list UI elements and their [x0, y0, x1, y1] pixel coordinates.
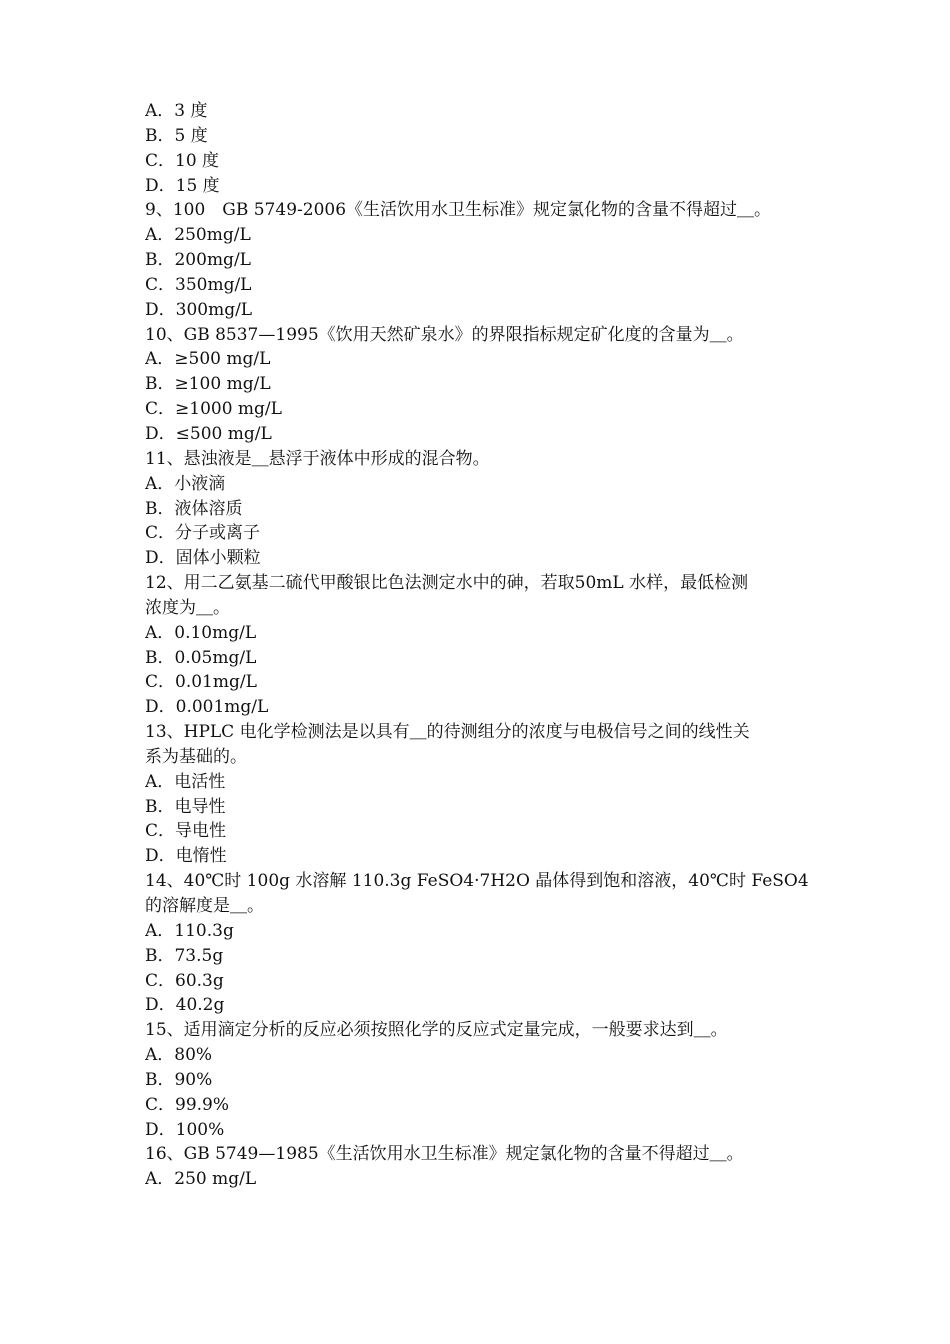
text-line: A．250mg/L: [145, 225, 251, 246]
text-line: 10、GB 8537—1995《饮用天然矿泉水》的界限指标规定矿化度的含量为＿。: [145, 324, 744, 345]
text-line: A．0.10mg/L: [145, 622, 257, 643]
text-line: B．5 度: [145, 125, 208, 146]
text-line: C．60.3g: [145, 970, 224, 991]
text-line: B．200mg/L: [145, 250, 251, 271]
text-line: 浓度为＿。: [145, 597, 230, 618]
text-line: 16、GB 5749—1985《生活饮用水卫生标准》规定氯化物的含量不得超过＿。: [145, 1144, 744, 1165]
text-line: A．250 mg/L: [145, 1169, 257, 1190]
text-line: 13、HPLC 电化学检测法是以具有＿的待测组分的浓度与电极信号之间的线性关: [145, 722, 750, 743]
text-line: C．350mg/L: [145, 274, 252, 295]
text-line: B．电导性: [145, 796, 226, 817]
text-line: 9、100 GB 5749-2006《生活饮用水卫生标准》规定氯化物的含量不得超过＿。: [145, 200, 772, 221]
text-line: D．300mg/L: [145, 299, 253, 320]
text-line: B．73.5g: [145, 945, 224, 966]
text-line: A．电活性: [145, 771, 226, 792]
text-line: 12、用二乙氨基二硫代甲酸银比色法测定水中的砷，若取50mL 水样，最低检测: [145, 573, 749, 594]
text-line: C．分子或离子: [145, 523, 261, 544]
text-line: A．110.3g: [145, 920, 234, 941]
text-line: A．小液滴: [145, 473, 226, 494]
text-line: D．电惰性: [145, 846, 227, 867]
text-line: 11、悬浊液是＿悬浮于液体中形成的混合物。: [145, 448, 490, 469]
text-line: A．≥500 mg/L: [145, 349, 271, 370]
text-line: C．10 度: [145, 150, 220, 171]
text-line: A．80%: [145, 1045, 213, 1066]
text-line: C．99.9%: [145, 1094, 230, 1115]
text-line: B．≥100 mg/L: [145, 374, 271, 395]
text-line: D．0.001mg/L: [145, 697, 269, 718]
text-line: D．100%: [145, 1119, 225, 1140]
text-line: C．≥1000 mg/L: [145, 399, 282, 420]
text-line: B．液体溶质: [145, 498, 243, 519]
text-line: A．3 度: [145, 101, 208, 121]
text-line: B．90%: [145, 1069, 213, 1090]
text-line: D．15 度: [145, 175, 220, 196]
text-line: 的溶解度是＿。: [145, 896, 264, 916]
text-line: C．0.01mg/L: [145, 672, 257, 693]
text-line: D．40.2g: [145, 995, 225, 1016]
text-line: D．固体小颗粒: [145, 548, 261, 569]
text-line: 系为基础的。: [145, 746, 247, 767]
text-line: 15、适用滴定分析的反应必须按照化学的反应式定量完成，一般要求达到＿。: [145, 1020, 728, 1041]
text-line: D．≤500 mg/L: [145, 423, 272, 444]
document-body: [145, 99, 825, 1192]
text-line: 14、40℃时 100g 水溶解 110.3g FeSO4·7H2O 晶体得到饱和溶液，40℃时 FeSO4: [145, 871, 809, 892]
text-line: C．导电性: [145, 821, 227, 842]
text-line: B．0.05mg/L: [145, 647, 257, 668]
